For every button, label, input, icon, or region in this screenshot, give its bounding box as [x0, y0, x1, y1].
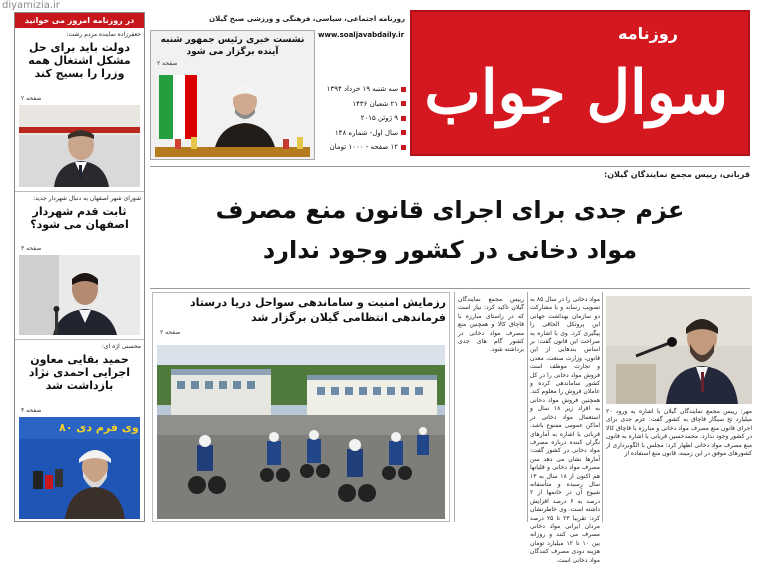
sidebar-item-1-title[interactable]: دولت باید برای حل مشکل اشتغال همه وزرا را بسیج کند	[28, 41, 131, 80]
column-divider	[454, 292, 455, 522]
promo-photo-rouhani	[155, 71, 310, 157]
meta-row	[318, 111, 406, 126]
sidebar-item-3-title[interactable]: حمید بقایی معاون اجرایی احمدی نژاد بازداشت شد	[28, 353, 131, 392]
meta-row	[318, 126, 406, 141]
article-column-3	[606, 408, 752, 458]
lead-photo-ghorbani	[606, 296, 752, 404]
logo-small-text: روزنامه	[618, 24, 678, 43]
sidebar-photo-sabetqadam	[19, 255, 140, 335]
article-column-2-text: مواد دخانی را در سال ۸۵ به تصویب رساند و با مشارکت دو سازمان بهداشت جهانی این پروتکل الحاقی را پیگیری کرد. وی با اشاره به صراحت این قانون گفت: بر اساس بندهایی از این قانون، وزارت صنعت، معدن و تجارت موظف است فروش مواد دخانی را در کل کشور ساماندهی کرده و عاملان فروش را معلوم کند. همچنین فروش مواد دخانی به افراد زیر ۱۸ سال و استعمال مواد دخانی در اماکن عمومی ممنوع باشد. قربانی با اشاره به آمارهای نگران کننده درباره مصرف مواد دخانی در کشور گفت: آمارها نشان می دهد سن مصرف مواد دخانی و قلیانها هم اکنون از ۱۸ سال به ۱۳ سال رسیده و متأسفانه شیوع آن در خانمها از ۲ درصد به ۶ درصد افزایش داشته است. وی خاطرنشان کرد: تقریبا ۲۳ تا ۲۵ درصد مردان ایرانی مواد دخانی مصرف می کنند و روزانه بین ۱۰ تا ۱۲ میلیارد تومان هزینه دودی مصرف کنندگان مواد دخانی است.	[530, 296, 601, 564]
column-divider	[527, 292, 528, 522]
watermark-text: diyamizia.ir	[2, 0, 60, 11]
bullet-icon	[401, 145, 406, 150]
sidebar-item-1-page: صفحه ۲	[21, 95, 42, 102]
sidebar-photo-jafarzadeh	[19, 105, 140, 187]
ejei-photo-caption: وی فرم دی ۸۰	[59, 421, 139, 434]
bullet-icon	[401, 101, 406, 106]
sidebar	[14, 12, 145, 522]
story2-title[interactable]	[156, 295, 446, 325]
divider	[15, 191, 144, 192]
lead-kicker: قربانی، رییس مجمع نمایندگان گیلان:	[604, 170, 750, 179]
article-column-3-text: مهر: رییس مجمع نمایندگان گیلان با اشاره به ورود ۲۰ میلیارد نخ سیگار قاچاق به کشور گفت: عزم جدی برای اجرای قانون منع مصرف مواد دخانی و مبارزه با قاچاق کالا در کشور وجود ندارد. محمدحسین قربانی با اشاره به قانون منع مصرف مواد دخانی اظهار کرد: مجلس با الگوبرداری از کشورهای موفق در این زمینه، قانون منع استفاده از	[606, 408, 752, 458]
sidebar-banner: در روزنامه امروز می خوانید	[15, 13, 144, 28]
sidebar-item-2-title[interactable]: ثابت قدم شهردار اصفهان می شود؟	[30, 205, 129, 231]
meta-date-gregorian: ۹ ژوئن ۲۰۱۵	[360, 114, 398, 123]
story2-photo-police-parade	[157, 345, 445, 519]
divider	[150, 166, 750, 167]
story2-title-line-2: فرماندهی انتظامی گیلان برگزار شد	[251, 311, 446, 324]
bullet-icon	[401, 116, 406, 121]
newspaper-logo	[410, 10, 750, 156]
divider	[150, 288, 750, 289]
sidebar-item-3-kicker: محسنی اژه ای:	[101, 343, 141, 350]
promo-page: صفحه ۲	[157, 60, 178, 67]
lead-headline-line-2: مواد دخانی در کشور وجود ندارد	[262, 236, 638, 264]
meta-date-hijri: ۲۱ شعبان ۱۴۳۶	[352, 99, 398, 108]
promo-title: نشست خبری رئیس جمهور شنبه آینده برگزار می شود	[160, 35, 305, 57]
story2-page: صفحه ۲	[160, 329, 181, 336]
story2-title-line-1: رزمایش امنیت و ساماندهی سواحل دریا درستاد	[190, 296, 446, 309]
meta-price: ۱۲ صفحه - ۱۰۰۰ تومان	[329, 143, 398, 152]
divider	[15, 339, 144, 340]
article-column-1-text: رییس مجمع نمایندگان گیلان تاکید کرد: نیاز است که در راستای مبارزه با قاچاق کالا و همچنین منع مصرف مواد دخانی در کشور گام های جدی برداشته شود.	[458, 296, 524, 354]
sidebar-item-2-kicker: شورای شهر اصفهان به دنبال شهردار جدید:	[33, 195, 141, 202]
sidebar-item-1-kicker: جعفرزاده نماینده مردم رشت:	[66, 31, 141, 38]
meta-row	[318, 140, 406, 155]
promo-box[interactable]	[150, 30, 315, 160]
masthead-subtitle: روزنامه اجتماعی، سیاسی، فرهنگی و ورزشی صبح گیلان	[209, 15, 405, 23]
sidebar-item-2-page: صفحه ۳	[21, 245, 42, 252]
lead-headline-line-1: عزم جدی برای اجرای قانون منع مصرف	[215, 196, 685, 224]
issue-meta	[318, 82, 406, 155]
meta-date-persian: سه شنبه ۱۹ خرداد ۱۳۹۴	[326, 85, 398, 94]
logo-main-text: سوال جواب	[424, 58, 728, 128]
bullet-icon	[401, 130, 406, 135]
sidebar-item-3-page: صفحه ۴	[21, 407, 42, 414]
lead-headline[interactable]	[150, 190, 750, 270]
meta-row	[318, 82, 406, 97]
website-link[interactable]: www.soaljavabdaily.ir	[318, 31, 405, 39]
meta-issue-number: سال اول- شماره ۱۴۸	[334, 128, 398, 137]
sidebar-photo-ejei	[19, 417, 140, 519]
article-column-1	[458, 296, 524, 355]
bullet-icon	[401, 87, 406, 92]
meta-row	[318, 97, 406, 112]
column-divider	[602, 292, 603, 522]
